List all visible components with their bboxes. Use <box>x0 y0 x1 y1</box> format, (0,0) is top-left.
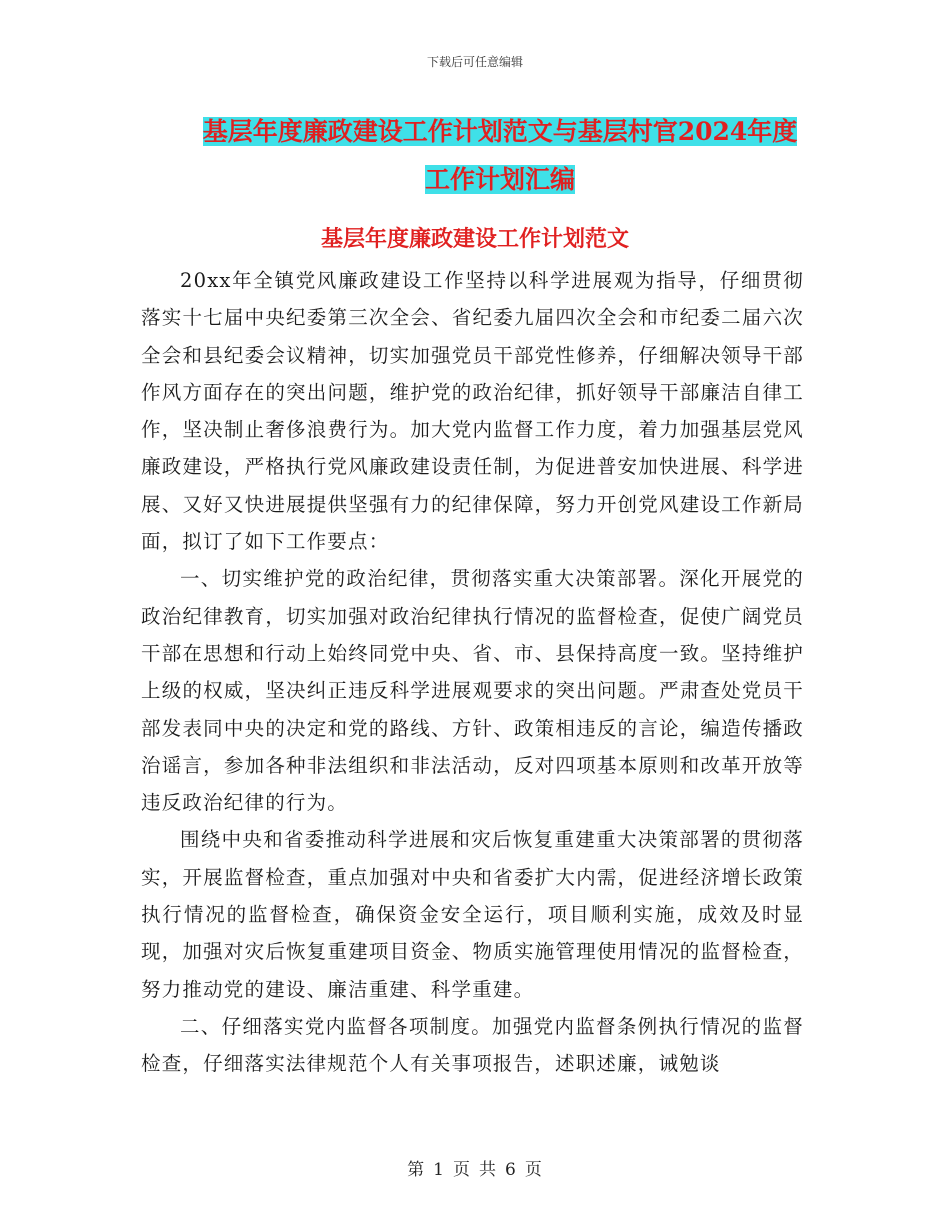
page-label-prefix: 第 <box>407 1160 426 1180</box>
current-page-number: 1 <box>433 1160 445 1180</box>
header-note: 下载后可任意编辑 <box>426 55 523 69</box>
paragraph: 二、仔细落实党内监督各项制度。加强党内监督条例执行情况的监督检查，仔细落实法律规范个人有关事项报告，述职述廉，诫勉谈 <box>141 1014 804 1076</box>
page-label-mid2: 共 <box>479 1160 497 1180</box>
paragraph: 围绕中央和省委推动科学进展和灾后恢复重建重大决策部署的贯彻落实，开展监督检查，重点加强对中央和省委扩大内需，促进经济增长政策执行情况的监督检查，确保资金安全运行，项目顺利实施，成效及时显现，加强对灾后恢复重建项目资金、物质实施管理使用情况的监督检查，努力推动党的建设、廉洁重建、科学重建。 <box>141 828 804 1001</box>
main-title-line2: 工作计划汇编 <box>424 165 575 194</box>
main-title-line1: 基层年度廉政建设工作计划范文与基层村官2024年度 <box>202 117 798 146</box>
total-pages-number: 6 <box>505 1160 517 1180</box>
page-label-mid1: 页 <box>453 1160 471 1180</box>
document-body <box>141 262 804 1083</box>
section-title: 基层年度廉政建设工作计划范文 <box>320 226 629 252</box>
document-main-title <box>180 108 820 204</box>
page-footer <box>0 1155 950 1180</box>
page-label-suffix: 页 <box>524 1160 543 1180</box>
paragraph: 20xx年全镇党风廉政建设工作坚持以科学进展观为指导，仔细贯彻落实十七届中央纪委第三次全会、省纪委九届四次全会和市纪委二届六次全会和县纪委会议精神，切实加强党员干部党性修养，仔细解决领导干部作风方面存在的突出问题，维护党的政治纪律，抓好领导干部廉洁自律工作，坚决制止奢侈浪费行为。加大党内监督工作力度，着力加强基层党风廉政建设，严格执行党风廉政建设责任制，为促进普安加快进展、科学进展、又好又快进展提供坚强有力的纪律保障，努力开创党风建设工作新局面，拟订了如下工作要点： <box>141 269 804 554</box>
paragraph: 一、切实维护党的政治纪律，贯彻落实重大决策部署。深化开展党的政治纪律教育，切实加强对政治纪律执行情况的监督检查，促使广阔党员干部在思想和行动上始终同党中央、省、市、县保持高度一致。坚持维护上级的权威，坚决纠正违反科学进展观要求的突出问题。严肃查处党员干部发表同中央的决定和党的路线、方针、政策相违反的言论，编造传播政治谣言，参加各种非法组织和非法活动，反对四项基本原则和改革开放等违反政治纪律的行为。 <box>141 567 804 815</box>
